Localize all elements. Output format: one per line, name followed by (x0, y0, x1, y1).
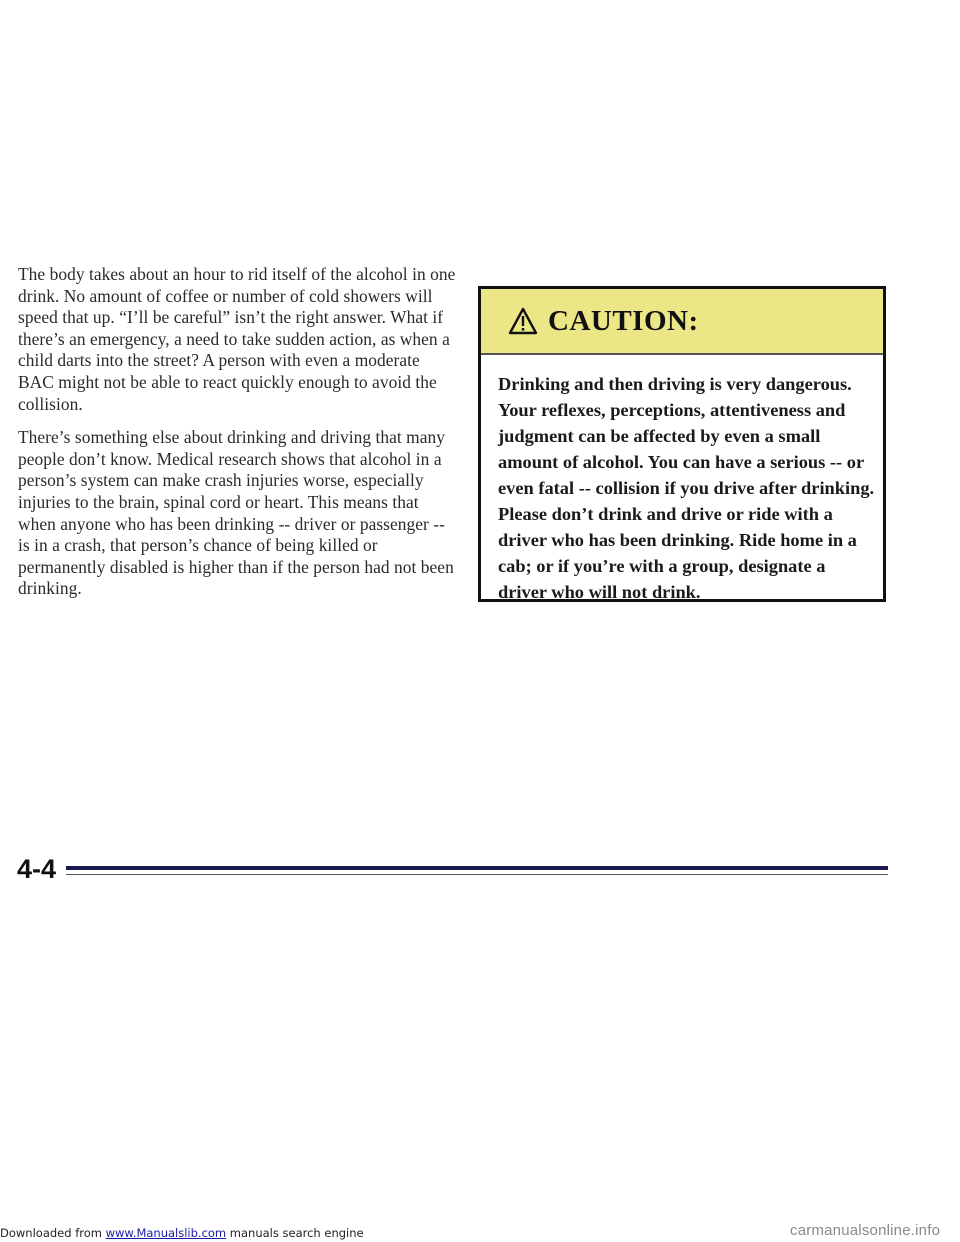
body-text-column (18, 264, 458, 612)
body-paragraph-2: There’s something else about drinking and driving that many people don’t know. Medical research shows that alcohol in a person’s system can make crash injuries worse, especially injuries to the brain, spinal cord or heart. This means that when anyone who has been drinking -- driver or passenger -- is in a crash, that person’s chance of being killed or permanently disabled is higher than if the person had not been drinking. (18, 427, 454, 599)
footer-rule-thin (66, 874, 888, 875)
footer-rule (66, 866, 888, 870)
download-footer (0, 1226, 364, 1240)
download-suffix: manuals search engine (226, 1226, 364, 1240)
page-number: 4-4 (17, 854, 57, 884)
warning-triangle-icon (508, 307, 538, 335)
caution-title: CAUTION: (548, 304, 699, 337)
body-paragraph-1: The body takes about an hour to rid itself of the alcohol in one drink. No amount of coffee or number of cold showers will speed that up. “I’ll be careful” isn’t the right answer. What if there’s an emergency, a need to take sudden action, as when a child darts into the street? A person with even a moderate BAC might not be able to react quickly enough to avoid the collision. (18, 264, 456, 414)
caution-text: Drinking and then driving is very dangerous. Your reflexes, perceptions, attentiveness and judgment can be affected by even a small amount of alcohol. You can have a serious -- or even fatal -- collision if you drive after drinking. Please don’t drink and drive or ride with a driver who has been drinking. Ride home in a cab; or if you’re with a group, designate a driver who will not drink. (498, 374, 875, 602)
download-prefix: Downloaded from (0, 1226, 106, 1240)
caution-header (481, 289, 883, 355)
caution-box (478, 286, 886, 602)
watermark: carmanualsonline.info (790, 1222, 941, 1239)
manualslib-link[interactable]: www.Manualslib.com (105, 1226, 227, 1240)
